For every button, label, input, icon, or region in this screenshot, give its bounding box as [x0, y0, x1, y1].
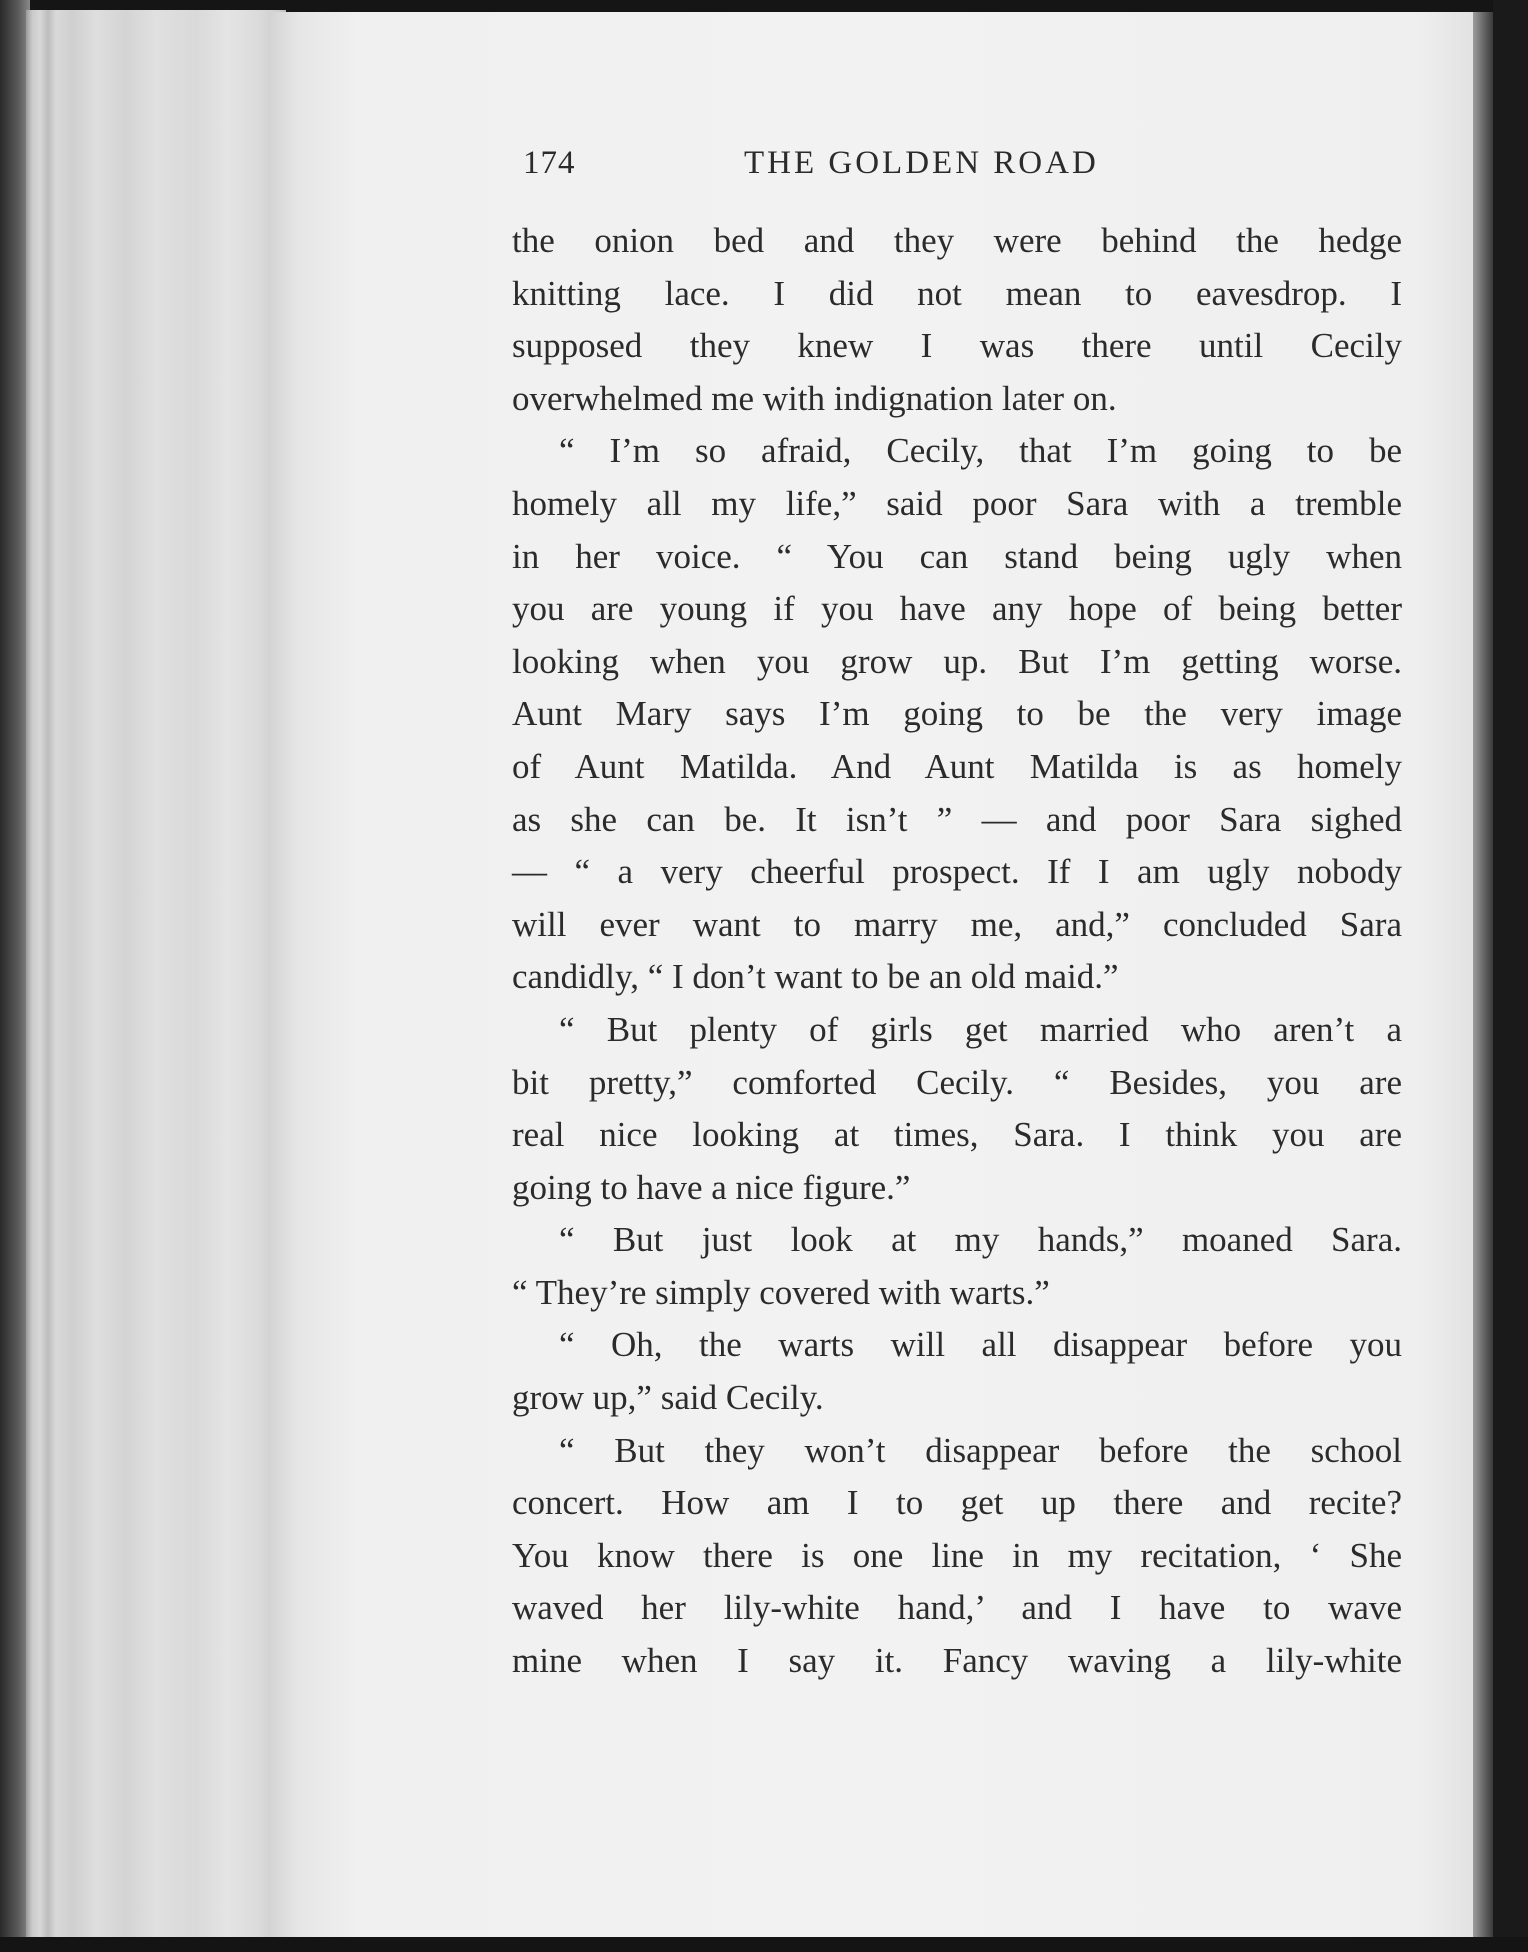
text-line: supposed they knew I was there until Cecily	[512, 326, 1402, 366]
page-number: 174	[523, 145, 576, 181]
scan-right-border	[1493, 0, 1528, 1952]
text-line: overwhelmed me with indignation later on.	[512, 378, 1117, 418]
text-line: of Aunt Matilda. And Aunt Matilda is as homely	[512, 746, 1402, 786]
text-line: grow up,” said Cecily.	[512, 1378, 824, 1418]
text-line: in her voice. “ You can stand being ugly when	[512, 536, 1402, 576]
running-title: THE GOLDEN ROAD	[744, 145, 1099, 181]
body-text	[512, 215, 1402, 1688]
book-right-edge	[1473, 12, 1493, 1937]
text-line: real nice looking at times, Sara. I think you are	[512, 1115, 1402, 1155]
text-line: you are young if you have any hope of being better	[512, 589, 1402, 629]
text-line: “ But they won’t disappear before the school	[559, 1430, 1402, 1470]
text-line: concert. How am I to get up there and recite?	[512, 1483, 1402, 1523]
text-line: as she can be. It isn’t ” — and poor Sara sighed	[512, 799, 1402, 839]
text-line: homely all my life,” said poor Sara with a tremble	[512, 483, 1402, 523]
text-line: “ But plenty of girls get married who aren’t a	[559, 1009, 1402, 1049]
text-line: knitting lace. I did not mean to eavesdrop. I	[512, 273, 1402, 313]
text-line: waved her lily-white hand,’ and I have to wave	[512, 1588, 1402, 1628]
text-line: candidly, “ I don’t want to be an old maid.”	[512, 957, 1119, 997]
text-line: going to have a nice figure.”	[512, 1167, 911, 1207]
text-line: “ They’re simply covered with warts.”	[512, 1272, 1050, 1312]
scan-bottom-border	[0, 1937, 1528, 1952]
text-line: “ I’m so afraid, Cecily, that I’m going to be	[559, 431, 1402, 471]
text-line: looking when you grow up. But I’m getting worse.	[512, 641, 1402, 681]
text-line: “ Oh, the warts will all disappear before you	[559, 1325, 1402, 1365]
text-line: You know there is one line in my recitation, ‘ She	[512, 1535, 1402, 1575]
text-line: the onion bed and they were behind the hedge	[512, 221, 1402, 260]
text-line: bit pretty,” comforted Cecily. “ Besides, you are	[512, 1062, 1402, 1102]
text-line: will ever want to marry me, and,” concluded Sara	[512, 904, 1402, 944]
text-line: — “ a very cheerful prospect. If I am ugly nobody	[512, 852, 1402, 892]
running-head	[523, 140, 1183, 186]
text-line: mine when I say it. Fancy waving a lily-white	[512, 1641, 1402, 1681]
book-page-edges	[26, 10, 286, 1940]
text-line: Aunt Mary says I’m going to be the very image	[512, 694, 1402, 734]
text-line: “ But just look at my hands,” moaned Sara.	[559, 1220, 1402, 1260]
